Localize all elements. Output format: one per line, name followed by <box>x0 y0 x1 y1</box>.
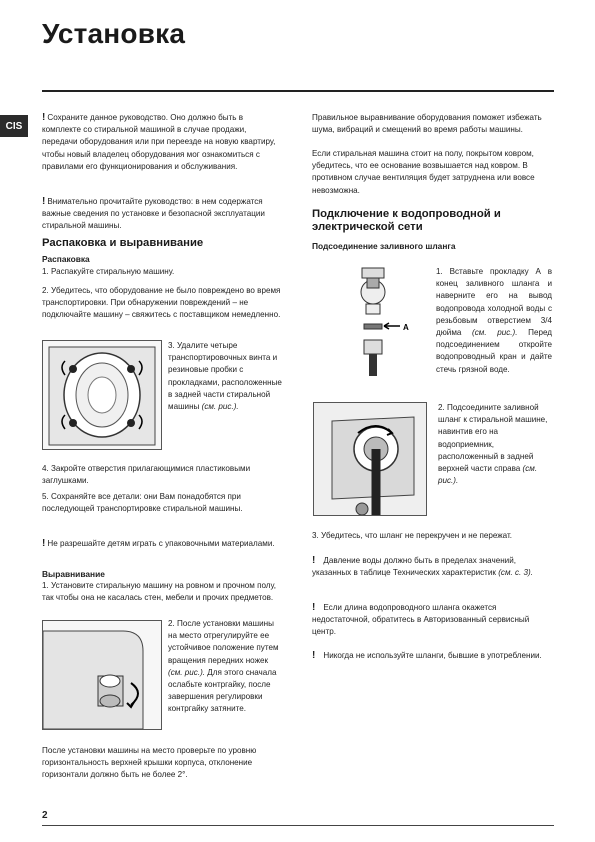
step-2: 2. Убедитесь, что оборудование не было повреждено во время транспортировки. При обнаружении повреждений – не подключайте машину – свяжитесь с поставщиком немедленно. <box>42 286 281 320</box>
hose-step-1: 1. Вставьте прокладку А в конец заливного шланга и наверните его на вывод водопровода холодной воды с резьбовым отверстием 3/4 дюйма (см. рис.). Перед подсоединением откройте водопроводный кран и дайте стечь грязной воде. <box>436 267 553 374</box>
warning-pressure: ! Давление воды должно быть в пределах значений, указанных в таблице Технических характеристик (см. с. 3). <box>312 555 533 578</box>
warning-children: ! Не разрешайте детям играть с упаковочными материалами. <box>42 538 275 549</box>
warning-icon: ! <box>312 650 316 661</box>
step-5: 5. Сохраняйте все детали: они Вам понадобятся при последующей транспортировке стиральной машины. <box>42 492 243 514</box>
gasket-a-label: A <box>403 323 409 332</box>
leveling-step-1: 1. Установите стиральную машину на ровном и прочном полу, так чтобы она не касалась стен, мебели и прочих предметов. <box>42 581 277 603</box>
step-3: 3. Удалите четыре транспортировочных винта и резиновые пробки с прокладками, расположенные в задней части стиральной машины (см. рис.). <box>168 341 282 412</box>
warning-icon: ! <box>312 602 316 613</box>
step-1: 1. Распакуйте стиральную машину. <box>42 267 175 276</box>
subheading-inlet-hose: Подсоединение заливного шланга <box>312 241 456 251</box>
warning-icon: ! <box>42 112 46 123</box>
step-4: 4. Закройте отверстия прилагающимися пластиковыми заглушками. <box>42 464 251 486</box>
title-divider <box>42 90 554 92</box>
figure-hose-connection <box>313 402 427 516</box>
page-title: Установка <box>42 18 186 49</box>
warning-hose-length: ! Если длина водопроводного шланга окажется недостаточной, обратитесь в Авторизованный сервисный центр. <box>312 602 530 637</box>
hose-step-2: 2. Подсоедините заливной шланг к стиральной машине, навинтив его на водоприемник, расположенный в задней верхней части справа (см. рис.). <box>438 403 548 486</box>
leveling-step-2: 2. После установки машины на место отрегулируйте ее устойчивое положение путем вращения передних ножек (см. рис.). Для этого сначала ослабьте контргайку, после завершения регулировки контргайку затяните. <box>168 619 279 714</box>
warning-read-manual: ! Внимательно прочитайте руководство: в нем содержатся важные сведения по установке и безопасной эксплуатации стиральной машины. <box>42 196 265 231</box>
section-heading-unpacking: Распаковка и выравнивание <box>42 237 204 249</box>
warning-icon: ! <box>312 555 316 566</box>
leveling-benefit-text: Правильное выравнивание оборудования поможет избежать шума, вибраций и смещений во время работы машины. <box>312 113 542 135</box>
footer-divider <box>42 825 554 826</box>
figure-transport-screws <box>42 340 162 450</box>
figure-hose-gasket <box>338 266 424 376</box>
language-tab: CIS <box>0 115 28 137</box>
warning-keep-manual: ! Сохраните данное руководство. Оно должно быть в комплекте со стиральной машиной в случае продажи, передачи оборудования или при переезде на новую квартиру, чтобы новый владелец оборудования мог ознакомиться с правилами его функционирования и обслуживания. <box>42 112 276 171</box>
warning-icon: ! <box>42 538 46 549</box>
subheading-unpacking: Распаковка <box>42 254 90 264</box>
figure-adjustable-foot <box>42 620 162 730</box>
leveling-note: После установки машины на место проверьте по уровню горизонтальность верхней крышки корпуса, отклонение горизонтали должно быть не более 2°. <box>42 746 257 780</box>
page-number: 2 <box>42 810 48 821</box>
subheading-leveling: Выравнивание <box>42 569 105 579</box>
hose-step-3: 3. Убедитесь, что шланг не перекручен и не пережат. <box>312 531 513 540</box>
carpet-note: Если стиральная машина стоит на полу, покрытом ковром, убедитесь, что ее основание возвышается над ковром. В противном случае вентиляция будет затруднена или вовсе невозможна. <box>312 149 535 195</box>
warning-used-hoses: ! Никогда не используйте шланги, бывшие в употреблении. <box>312 650 542 661</box>
section-heading-water: Подключение к водопроводной и электрической сети <box>312 208 501 233</box>
warning-icon: ! <box>42 196 46 207</box>
